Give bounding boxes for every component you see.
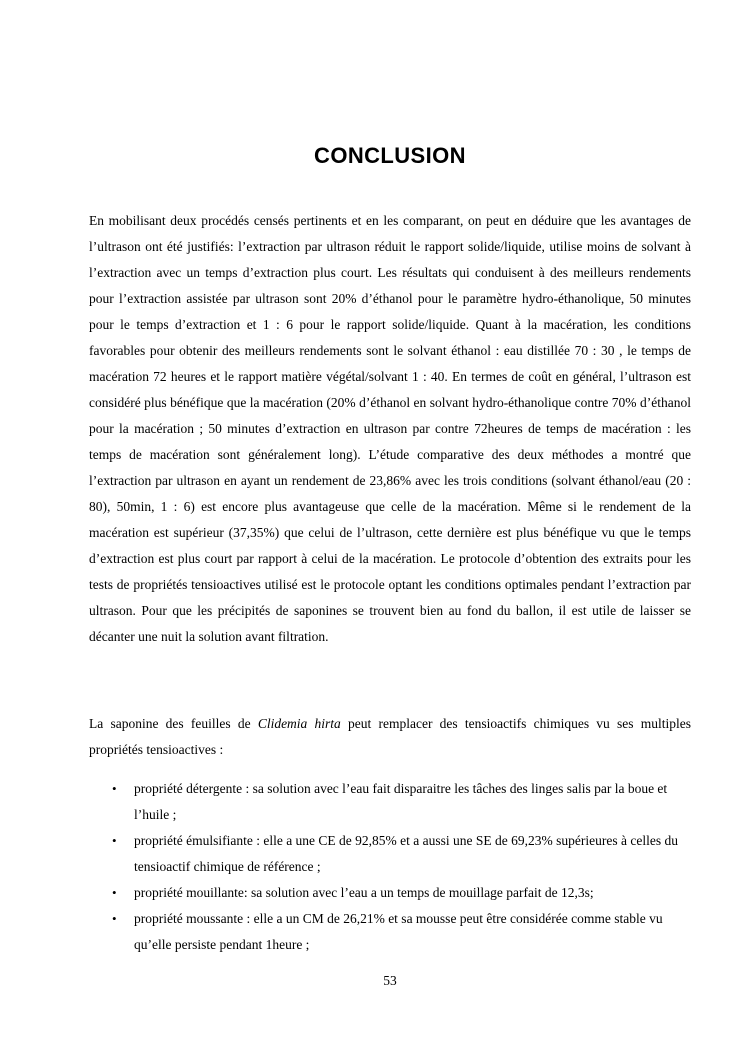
conclusion-paragraph-1: En mobilisant deux procédés censés pertinents et en les comparant, on peut en déduire que les avantages de l’ultrason ont été justifiés: l’extraction par ultrason réduit le rapport solide/liquide, utilise moins de solvant à l’extraction avec un temps d’extraction plus court. Les résultats qui conduisent à des meilleurs rendements pour l’extraction assistée par ultrason sont 20% d’éthanol pour le paramètre hydro-éthanolique, 50 minutes pour le temps d’extraction et 1 : 6 pour le rapport solide/liquide. Quant à la macération, les conditions favorables pour obtenir des meilleurs rendements sont le solvant éthanol : eau distillée 70 : 30 , le temps de macération 72 heures et le rapport matière végétal/solvant 1 : 40. En termes de coût en général, l’ultrason est considéré plus bénéfique que la macération (20% d’éthanol en solvant hydro-éthanolique contre 70% d’éthanol pour la macération ; 50 minutes d’extraction en ultrason par contre 72heures de temps de macération : les temps de macération sont généralement long). L’étude comparative des deux méthodes a montré que l’extraction par ultrason en ayant un rendement de 23,86% avec les trois conditions (solvant éthanol/eau (20 : 80), 50min, 1 : 6) est encore plus avantageuse que celle de la macération. Même si le rendement de la macération est supérieur (37,35%) que celui de l’ultrason, cette dernière est plus bénéfique vu que le temps d’extraction est plus court par rapport à celui de la macération. Le protocole d’obtention des extraits pour les tests de propriétés tensioactives utilisé est le protocole optant les conditions optimales pendant l’extraction par ultrason. Pour que les précipités de saponines se trouvent bien au fond du ballon, il est utile de laisser se décanter une nuit la solution avant filtration.	[89, 213, 691, 644]
bullet-icon: •	[112, 911, 117, 926]
list-item-text: propriété détergente : sa solution avec l’eau fait disparaitre les tâches des linges salis par la boue et l’huile ;	[134, 781, 668, 822]
list-item-text: propriété émulsifiante : elle a une CE de 92,85% et a aussi une SE de 69,23% supérieures à celles du tensioactif chimique de référence ;	[134, 833, 678, 874]
list-item-text: propriété mouillante: sa solution avec l’eau a un temps de mouillage parfait de 12,3s;	[134, 885, 594, 900]
list-item	[89, 776, 691, 828]
bullet-icon: •	[112, 781, 117, 796]
page-title: CONCLUSION	[314, 143, 466, 168]
page-number: 53	[383, 973, 397, 988]
list-item	[89, 828, 691, 880]
properties-list	[89, 776, 691, 958]
bullet-icon: •	[112, 885, 117, 900]
list-item	[89, 906, 691, 958]
list-item	[89, 880, 691, 906]
bullet-icon: •	[112, 833, 117, 848]
conclusion-paragraph-2	[89, 711, 691, 763]
species-name: Clidemia hirta	[257, 716, 341, 731]
paragraph-2-text-before: La saponine des feuilles de	[89, 716, 258, 731]
paragraph-2-text-after: peut remplacer des tensioactifs chimiques vu ses multiples propriétés tensioactives :	[89, 716, 691, 757]
list-item-text: propriété moussante : elle a un CM de 26,21% et sa mousse peut être considérée comme stable vu qu’elle persiste pendant 1heure ;	[134, 911, 663, 952]
